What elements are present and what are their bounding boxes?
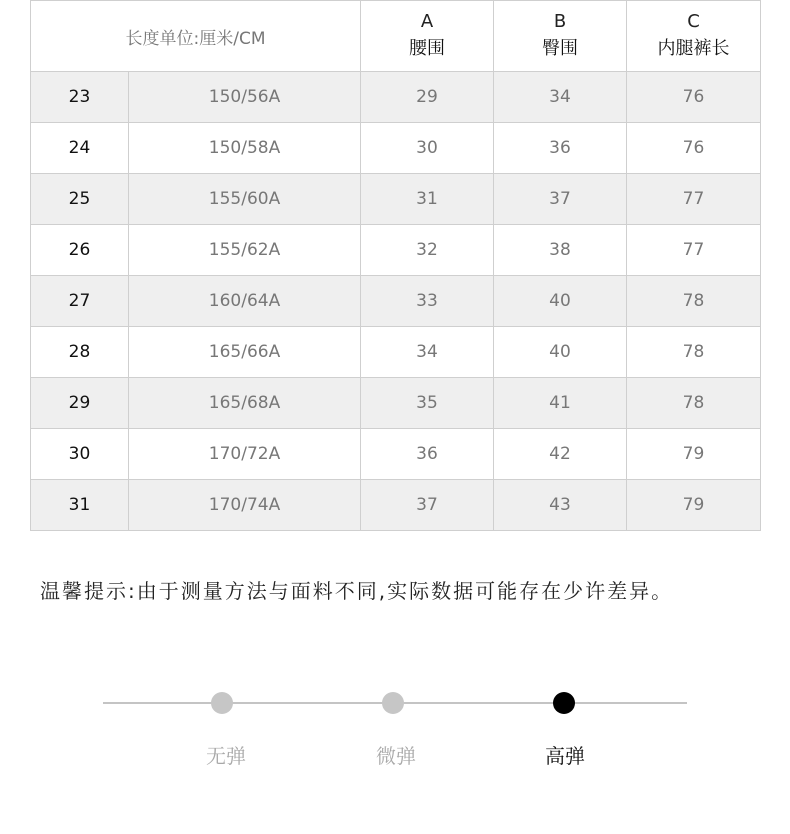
hip-cell: 37 <box>494 174 627 225</box>
size-cell: 28 <box>31 327 129 378</box>
header-letter: A <box>420 11 434 32</box>
height-waist-code-cell: 165/68A <box>129 378 361 429</box>
table-row <box>31 480 761 531</box>
header-name: 臀围 <box>542 38 578 59</box>
waist-cell: 32 <box>361 225 494 276</box>
waist-cell: 35 <box>361 378 494 429</box>
inseam-cell: 78 <box>627 276 761 327</box>
header-inseam <box>627 1 761 72</box>
height-waist-code-cell: 160/64A <box>129 276 361 327</box>
waist-cell: 37 <box>361 480 494 531</box>
inseam-cell: 78 <box>627 327 761 378</box>
measurement-tip: 温馨提示:由于测量方法与面料不同,实际数据可能存在少许差异。 <box>40 579 674 603</box>
height-waist-code-cell: 170/74A <box>129 480 361 531</box>
elasticity-label-none: 无弹 <box>206 744 246 768</box>
height-waist-code-cell: 155/62A <box>129 225 361 276</box>
header-letter: C <box>687 11 700 32</box>
size-cell: 29 <box>31 378 129 429</box>
inseam-cell: 76 <box>627 123 761 174</box>
table-row <box>31 123 761 174</box>
size-cell: 23 <box>31 72 129 123</box>
inseam-cell: 77 <box>627 174 761 225</box>
unit-header <box>31 1 361 72</box>
elasticity-dot-high <box>553 692 575 714</box>
hip-cell: 41 <box>494 378 627 429</box>
size-cell: 25 <box>31 174 129 225</box>
inseam-cell: 77 <box>627 225 761 276</box>
inseam-cell: 79 <box>627 480 761 531</box>
size-cell: 31 <box>31 480 129 531</box>
hip-cell: 38 <box>494 225 627 276</box>
size-cell: 24 <box>31 123 129 174</box>
waist-cell: 29 <box>361 72 494 123</box>
height-waist-code-cell: 155/60A <box>129 174 361 225</box>
waist-cell: 31 <box>361 174 494 225</box>
table-row <box>31 174 761 225</box>
elasticity-dot-none <box>211 692 233 714</box>
elasticity-label-high: 高弹 <box>545 744 585 768</box>
hip-cell: 43 <box>494 480 627 531</box>
table-row <box>31 378 761 429</box>
waist-cell: 33 <box>361 276 494 327</box>
size-chart-table <box>30 0 761 531</box>
unit-label: 长度单位:厘米/CM <box>125 28 266 49</box>
size-cell: 27 <box>31 276 129 327</box>
height-waist-code-cell: 165/66A <box>129 327 361 378</box>
inseam-cell: 76 <box>627 72 761 123</box>
table-row <box>31 225 761 276</box>
header-hip <box>494 1 627 72</box>
size-cell: 30 <box>31 429 129 480</box>
elasticity-dot-slight <box>382 692 404 714</box>
waist-cell: 34 <box>361 327 494 378</box>
hip-cell: 42 <box>494 429 627 480</box>
height-waist-code-cell: 150/56A <box>129 72 361 123</box>
height-waist-code-cell: 170/72A <box>129 429 361 480</box>
hip-cell: 40 <box>494 327 627 378</box>
table-row <box>31 327 761 378</box>
table-row <box>31 276 761 327</box>
table-body <box>31 72 761 531</box>
hip-cell: 36 <box>494 123 627 174</box>
header-name: 内腿裤长 <box>657 38 730 59</box>
table-header-row <box>31 1 761 72</box>
hip-cell: 40 <box>494 276 627 327</box>
waist-cell: 36 <box>361 429 494 480</box>
header-letter: B <box>553 11 567 32</box>
waist-cell: 30 <box>361 123 494 174</box>
size-cell: 26 <box>31 225 129 276</box>
elasticity-label-slight: 微弹 <box>376 744 416 768</box>
header-waist <box>361 1 494 72</box>
height-waist-code-cell: 150/58A <box>129 123 361 174</box>
table-row <box>31 72 761 123</box>
header-name: 腰围 <box>409 38 445 59</box>
hip-cell: 34 <box>494 72 627 123</box>
inseam-cell: 79 <box>627 429 761 480</box>
table-row <box>31 429 761 480</box>
inseam-cell: 78 <box>627 378 761 429</box>
